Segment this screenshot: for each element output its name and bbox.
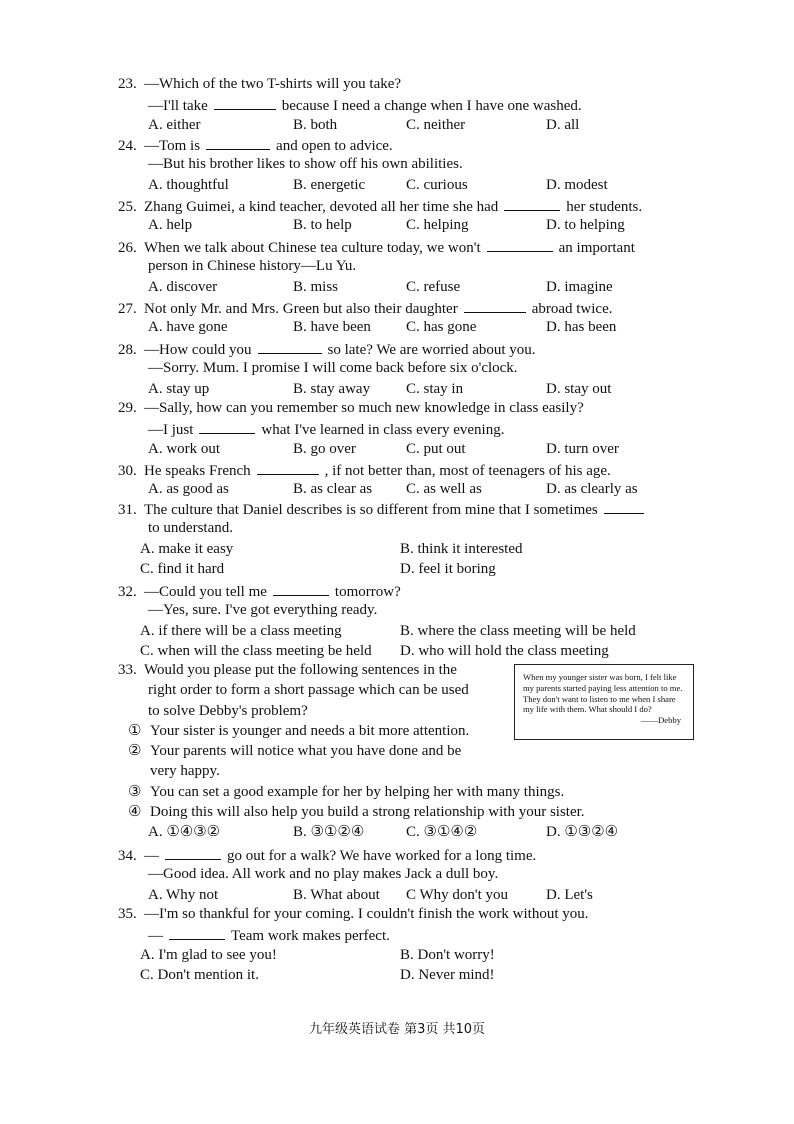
question-text: —I'll take because I need a change when I have one washed. (118, 94, 708, 114)
question-text: — Team work makes perfect. (118, 924, 708, 944)
item-marker: ② (128, 743, 142, 760)
question-text: 31. The culture that Daniel describes is so different from mine that I sometimes (118, 498, 708, 518)
question-29 (118, 398, 708, 459)
question-text: 25. Zhang Guimei, a kind teacher, devoted all her time she had her students. (118, 195, 708, 215)
answer-option[interactable]: A. if there will be a class meeting (140, 622, 342, 639)
answer-option[interactable]: B. Don't worry! (400, 946, 495, 963)
question-text: 23. —Which of the two T-shirts will you take? (118, 74, 708, 94)
answer-option[interactable]: B. ③①②④ (293, 824, 365, 841)
answer-option[interactable]: D. modest (546, 176, 608, 193)
answer-blank[interactable] (169, 924, 225, 940)
question-text: to understand. (148, 520, 233, 537)
answer-option[interactable]: D. to helping (546, 217, 625, 234)
answer-option[interactable]: B. stay away (293, 380, 371, 397)
answer-blank[interactable] (214, 94, 276, 110)
answer-options (118, 641, 708, 661)
answer-option[interactable]: C. as well as (406, 481, 482, 498)
question-32 (118, 580, 708, 661)
question-number: 25. (118, 199, 137, 215)
answer-option[interactable]: D. imagine (546, 278, 613, 295)
answer-option[interactable]: C. refuse (406, 278, 461, 295)
answer-option[interactable]: D. who will hold the class meeting (400, 642, 609, 659)
question-text: 30. He speaks French , if not better than, most of teenagers of his age. (118, 459, 708, 479)
answer-blank[interactable] (199, 418, 255, 434)
answer-blank[interactable] (273, 580, 329, 596)
answer-option[interactable]: C. ③①④② (406, 824, 478, 841)
question-number: 33. (118, 662, 137, 678)
question-text: right order to form a short passage which can be used (148, 682, 469, 699)
answer-options (118, 965, 708, 985)
answer-blank[interactable] (464, 297, 526, 313)
answer-options (118, 379, 708, 399)
question-text: —Yes, sure. I've got everything ready. (148, 602, 378, 619)
answer-blank[interactable] (504, 195, 560, 211)
answer-option[interactable]: D. ①③②④ (546, 824, 619, 841)
answer-options (118, 317, 708, 337)
question-27 (118, 297, 708, 338)
answer-options (118, 175, 708, 195)
item-marker: ① (128, 722, 142, 739)
answer-options (118, 539, 708, 559)
question-24 (118, 134, 708, 195)
answer-option[interactable]: B. to help (293, 217, 352, 234)
answer-option[interactable]: D. Let's (546, 886, 593, 903)
answer-option[interactable]: A. help (148, 217, 193, 234)
answer-option[interactable]: A. Why not (148, 886, 219, 903)
question-text: very happy. (150, 763, 220, 780)
question-text: 34. — go out for a walk? We have worked for a long time. (118, 844, 708, 864)
answer-option[interactable]: C. curious (406, 176, 468, 193)
answer-options (118, 822, 708, 842)
question-text: —But his brother likes to show off his own abilities. (148, 156, 463, 173)
question-26 (118, 236, 708, 297)
answer-blank[interactable] (604, 498, 644, 514)
question-text: 33. Would you please put the following sentences in the (118, 660, 708, 680)
answer-options (118, 277, 708, 297)
question-text: 29. —Sally, how can you remember so much new knowledge in class easily? (118, 398, 708, 418)
answer-option[interactable]: B. have been (293, 319, 371, 336)
sentence-item: ④ Doing this will also help you build a strong relationship with your sister. (118, 802, 708, 822)
answer-option[interactable]: D. all (546, 116, 580, 133)
answer-option[interactable]: A. make it easy (140, 540, 234, 557)
item-marker: ③ (128, 783, 142, 800)
answer-option[interactable]: B. What about (293, 886, 380, 903)
answer-blank[interactable] (206, 134, 270, 150)
question-number: 29. (118, 400, 137, 416)
debby-note-text: When my younger sister was born, I felt like my parents started paying less attention to me. They don't want to listen to me when I share my life with them. What should I do? (523, 672, 683, 715)
answer-option[interactable]: C. helping (406, 217, 469, 234)
answer-option[interactable]: C Why don't you (406, 886, 509, 903)
question-text: person in Chinese history—Lu Yu. (148, 258, 357, 275)
question-number: 35. (118, 906, 137, 922)
answer-options (118, 945, 708, 965)
question-text: 32. —Could you tell me tomorrow? (118, 580, 708, 600)
answer-option[interactable]: C. put out (406, 440, 466, 457)
answer-option[interactable]: C. neither (406, 116, 466, 133)
sentence-item: ② Your parents will notice what you have done and be (118, 741, 708, 761)
answer-option[interactable]: B. energetic (293, 176, 366, 193)
question-25 (118, 195, 708, 236)
debby-note-box (514, 664, 694, 740)
question-text: —Good idea. All work and no play makes Jack a dull boy. (148, 866, 499, 883)
question-number: 23. (118, 76, 137, 92)
answer-option[interactable]: B. miss (293, 278, 339, 295)
question-number: 31. (118, 502, 137, 518)
answer-option[interactable]: A. discover (148, 278, 218, 295)
question-text: to solve Debby's problem? (148, 702, 308, 719)
answer-options (118, 115, 708, 135)
question-31 (118, 498, 708, 579)
question-text: —I just what I've learned in class every evening. (118, 418, 708, 438)
answer-blank[interactable] (257, 459, 319, 475)
answer-option[interactable]: C. find it hard (140, 560, 225, 577)
debby-note-signature: ——Debby (640, 715, 681, 726)
question-number: 30. (118, 463, 137, 479)
answer-option[interactable]: D. has been (546, 319, 617, 336)
answer-option[interactable]: A. either (148, 116, 201, 133)
answer-option[interactable]: B. where the class meeting will be held (400, 622, 636, 639)
question-35 (118, 904, 708, 985)
question-34 (118, 844, 708, 905)
answer-option[interactable]: D. stay out (546, 380, 612, 397)
item-marker: ④ (128, 804, 142, 821)
answer-options (118, 215, 708, 235)
question-text: 35. —I'm so thankful for your coming. I couldn't finish the work without you. (118, 904, 708, 924)
question-28 (118, 338, 708, 399)
answer-option[interactable]: B. go over (293, 440, 356, 457)
answer-option[interactable]: B. both (293, 116, 338, 133)
answer-option[interactable]: C. has gone (406, 319, 477, 336)
answer-option[interactable]: B. as clear as (293, 481, 373, 498)
answer-option[interactable]: A. have gone (148, 319, 228, 336)
question-number: 28. (118, 342, 137, 358)
question-23 (118, 74, 708, 135)
question-number: 27. (118, 301, 137, 317)
answer-option[interactable]: C. stay in (406, 380, 464, 397)
question-text: 24. —Tom is and open to advice. (118, 134, 708, 154)
question-text: —Sorry. Mum. I promise I will come back before six o'clock. (148, 360, 518, 377)
answer-option[interactable]: A. stay up (148, 380, 210, 397)
answer-option[interactable]: D. Never mind! (400, 966, 495, 983)
question-text: 26. When we talk about Chinese tea culture today, we won't an important (118, 236, 708, 256)
sentence-item: ① Your sister is younger and needs a bit more attention. (118, 721, 708, 741)
question-text: 27. Not only Mr. and Mrs. Green but also their daughter abroad twice. (118, 297, 708, 317)
answer-option[interactable]: C. when will the class meeting be held (140, 642, 372, 659)
question-text: 28. —How could you so late? We are worried about you. (118, 338, 708, 358)
answer-options (118, 559, 708, 579)
answer-options (118, 885, 708, 905)
question-number: 24. (118, 138, 137, 154)
answer-blank[interactable] (258, 338, 322, 354)
question-number: 26. (118, 240, 137, 256)
answer-option[interactable]: A. as good as (148, 481, 229, 498)
answer-option[interactable]: A. work out (148, 440, 221, 457)
answer-option[interactable]: D. feel it boring (400, 560, 496, 577)
question-30 (118, 459, 708, 500)
answer-blank[interactable] (487, 236, 553, 252)
answer-option[interactable]: D. turn over (546, 440, 619, 457)
answer-options (118, 479, 708, 499)
answer-options (118, 439, 708, 459)
question-number: 32. (118, 584, 137, 600)
answer-option[interactable]: D. as clearly as (546, 481, 638, 498)
answer-blank[interactable] (165, 844, 221, 860)
answer-option[interactable]: A. I'm glad to see you! (140, 946, 277, 963)
answer-option[interactable]: B. think it interested (400, 540, 523, 557)
answer-option[interactable]: C. Don't mention it. (140, 966, 259, 983)
answer-option[interactable]: A. thoughtful (148, 176, 229, 193)
answer-option[interactable]: A. ①④③② (148, 824, 221, 841)
sentence-item: ③ You can set a good example for her by helping her with many things. (118, 782, 708, 802)
question-number: 34. (118, 848, 137, 864)
answer-options (118, 621, 708, 641)
page-footer: 九年级英语试卷 第3页 共10页 (308, 1022, 486, 1037)
